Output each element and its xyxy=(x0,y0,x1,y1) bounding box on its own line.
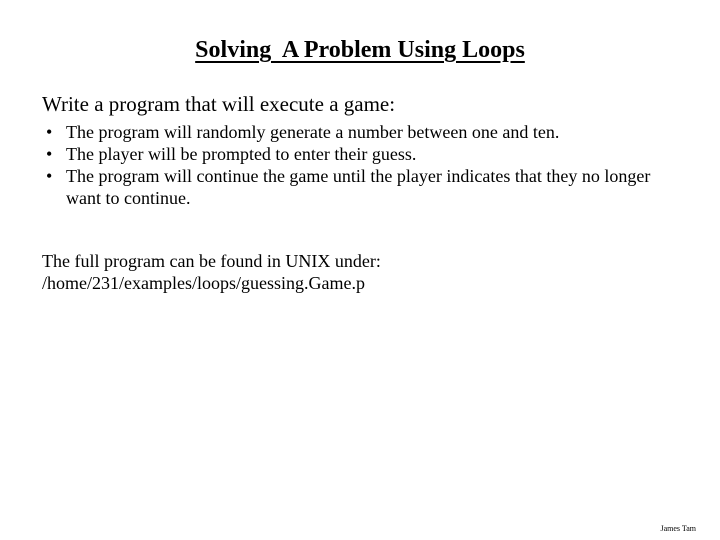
bullet-item xyxy=(42,165,682,209)
bullet-icon: • xyxy=(46,144,53,164)
intro-text: Write a program that will execute a game: xyxy=(42,92,396,116)
bullet-item xyxy=(42,143,682,165)
bullet-text: The program will randomly generate a number between one and ten. xyxy=(66,122,560,142)
author-signature: James Tam xyxy=(660,524,696,533)
bullet-icon: • xyxy=(46,166,53,186)
bullet-text: The program will continue the game until the player indicates that they no longer want to continue. xyxy=(66,166,651,208)
bullet-icon: • xyxy=(46,122,53,142)
bullet-list xyxy=(42,121,682,209)
file-path: /home/231/examples/loops/guessing.Game.p xyxy=(42,273,365,293)
slide-title: Solving A Problem Using Loops xyxy=(195,37,525,63)
bullet-item xyxy=(42,121,682,143)
program-location-note xyxy=(42,250,381,294)
bullet-text: The player will be prompted to enter their guess. xyxy=(66,144,417,164)
note-line: The full program can be found in UNIX under: xyxy=(42,251,381,271)
